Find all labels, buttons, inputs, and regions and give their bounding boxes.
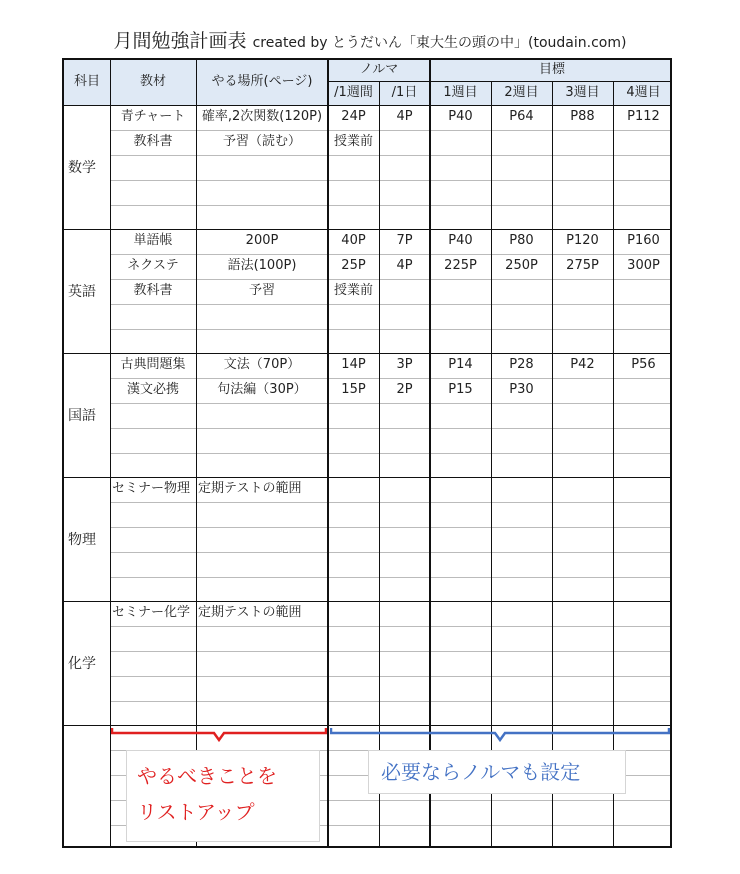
row-line [110, 378, 670, 379]
row-line [110, 701, 670, 702]
blue-brace [330, 727, 670, 743]
cell-per-week: 授業前 [333, 134, 373, 149]
cell-week2: P30 [509, 382, 534, 397]
cell-week1: P40 [448, 233, 473, 248]
cell-week4: P160 [627, 233, 660, 248]
header-week4: 4週目 [626, 85, 661, 100]
header-week2: 2週目 [504, 85, 539, 100]
subject-math: 数学 [68, 160, 96, 176]
cell-week3: P88 [570, 109, 595, 124]
section-divider [64, 725, 670, 726]
cell-range: 確率,2次関数(120P) [201, 109, 323, 124]
col-line [327, 60, 329, 846]
cell-range: 定期テストの範囲 [198, 605, 302, 620]
header-per-day: /1日 [391, 85, 418, 100]
annotation-list-up [126, 750, 320, 842]
cell-material: セミナー化学 [112, 605, 191, 620]
row-line [110, 552, 670, 553]
cell-range: 定期テストの範囲 [198, 481, 302, 496]
cell-per-day: 7P [396, 233, 413, 248]
row-line [110, 254, 670, 255]
cell-week2: P28 [509, 357, 534, 372]
cell-material: 教科書 [133, 134, 173, 149]
header-subject: 科目 [73, 74, 100, 89]
row-line [110, 329, 670, 330]
row-line [110, 180, 670, 181]
header-bottom-line [64, 105, 670, 106]
cell-week3: 275P [566, 258, 599, 273]
header-week3: 3週目 [565, 85, 600, 100]
row-line [110, 279, 670, 280]
cell-per-week: 25P [341, 258, 366, 273]
page-title [0, 26, 740, 53]
cell-range: 句法編（30P） [217, 382, 307, 397]
header-material: 教材 [139, 74, 166, 89]
title-main: 月間勉強計画表 [113, 30, 247, 52]
cell-per-week: 授業前 [333, 283, 373, 298]
cell-material: 古典問題集 [120, 357, 186, 372]
annotation-set-quota [368, 750, 626, 794]
cell-range: 語法(100P) [227, 258, 297, 273]
cell-week4: 300P [627, 258, 660, 273]
cell-material: 単語帳 [133, 233, 173, 248]
row-line [110, 155, 670, 156]
row-line [110, 577, 670, 578]
section-divider [64, 229, 670, 230]
cell-range: 200P [245, 233, 279, 248]
row-line [110, 651, 670, 652]
cell-per-week: 15P [341, 382, 366, 397]
cell-week2: P64 [509, 109, 534, 124]
cell-week1: P15 [448, 382, 473, 397]
cell-range: 文法（70P） [223, 357, 301, 372]
section-divider [64, 353, 670, 354]
cell-range: 予習 [248, 283, 275, 298]
cell-per-week: 40P [341, 233, 366, 248]
row-line [110, 428, 670, 429]
subject-japanese: 国語 [68, 408, 96, 424]
cell-week2: 250P [505, 258, 538, 273]
study-plan-table [62, 58, 672, 848]
row-line [110, 304, 670, 305]
annotation-right-text: 必要ならノルマも設定 [381, 760, 581, 784]
subject-chemistry: 化学 [68, 656, 96, 672]
cell-week4: P56 [631, 357, 656, 372]
subject-physics: 物理 [68, 532, 96, 548]
cell-material: 青チャート [120, 109, 186, 124]
cell-week3: P42 [570, 357, 595, 372]
row-line [110, 502, 670, 503]
cell-material: ネクステ [127, 258, 179, 273]
annotation-line2: リストアップ [137, 800, 255, 824]
cell-week4: P112 [627, 109, 660, 124]
red-brace [111, 727, 327, 743]
cell-material: 教科書 [133, 283, 173, 298]
subject-english: 英語 [68, 284, 96, 300]
row-line [110, 403, 670, 404]
row-line [110, 676, 670, 677]
section-divider [64, 477, 670, 478]
cell-per-week: 14P [341, 357, 366, 372]
cell-week1: P14 [448, 357, 473, 372]
cell-per-day: 4P [396, 258, 413, 273]
header-per-week: /1週間 [334, 85, 373, 100]
cell-week1: P40 [448, 109, 473, 124]
cell-range: 予習（読む） [222, 134, 301, 149]
cell-week1: 225P [444, 258, 477, 273]
row-line [110, 205, 670, 206]
annotation-line1: やるべきことを [137, 764, 277, 788]
header-quota: ノルマ [359, 62, 399, 77]
cell-per-week: 24P [341, 109, 366, 124]
cell-week3: P120 [566, 233, 599, 248]
header-week1: 1週目 [443, 85, 478, 100]
header-range: やる場所(ページ) [211, 74, 313, 89]
cell-per-day: 4P [396, 109, 413, 124]
section-divider [64, 601, 670, 602]
row-line [110, 130, 670, 131]
row-line [110, 626, 670, 627]
header-goal: 目標 [538, 62, 565, 77]
row-line [110, 527, 670, 528]
cell-week2: P80 [509, 233, 534, 248]
cell-per-day: 3P [396, 357, 413, 372]
cell-material: 漢文必携 [126, 382, 179, 397]
title-credit: created by とうだいん「東大生の頭の中」(toudain.com) [252, 35, 627, 51]
cell-material: セミナー物理 [112, 481, 191, 496]
cell-per-day: 2P [396, 382, 413, 397]
row-line [110, 453, 670, 454]
